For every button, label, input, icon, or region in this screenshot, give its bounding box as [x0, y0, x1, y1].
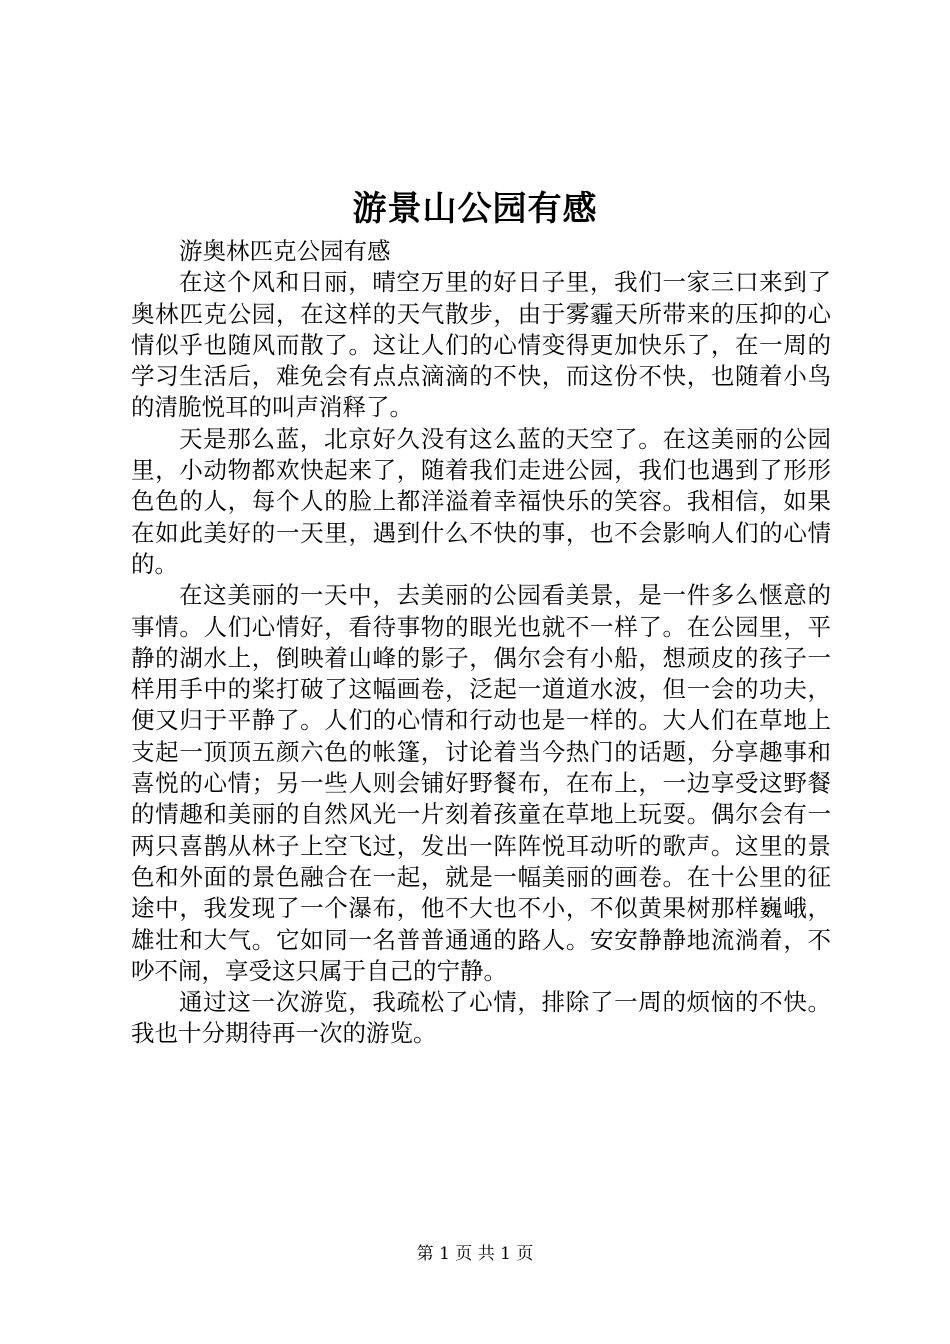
document-subtitle: 游奥林匹克公园有感: [179, 237, 391, 265]
page-title: 游景山公园有感: [352, 189, 598, 229]
paragraph-1: 在这个风和日丽，晴空万里的好日子里，我们一家三口来到了奥林匹克公园，在这样的天气散步，由于雾霾天所带来的压抑的心情似乎也随风而散了。这让人们的心情变得更加快乐了，在一周的学习生活后，难免会有点点滴滴的不快，而这份不快，也随着小鸟的清脆悦耳的叫声消释了。: [131, 268, 831, 422]
page-number-footer: 第 1 页 共 1 页: [416, 1244, 534, 1264]
document-body: [131, 236, 831, 1050]
paragraph-4: 通过这一次游览，我疏松了心情，排除了一周的烦恼的不快。我也十分期待再一次的游览。: [131, 988, 831, 1048]
paragraph-3: 在这美丽的一天中，去美丽的公园看美景，是一件多么惬意的事情。人们心情好，看待事物的眼光也就不一样了。在公园里，平静的湖水上，倒映着山峰的影子，偶尔会有小船，想顽皮的孩子一样用手中的桨打破了这幅画卷，泛起一道道水波，但一会的功夫，便又归于平静了。人们的心情和行动也是一样的。大人们在草地上支起一顶顶五颜六色的帐篷，讨论着当今热门的话题，分享趣事和喜悦的心情；另一些人则会铺好野餐布，在布上，一边享受这野餐的情趣和美丽的自然风光一片刻着孩童在草地上玩耍。偶尔会有一两只喜鹊从林子上空飞过，发出一阵阵悦耳动听的歌声。这里的景色和外面的景色融合在一起，就是一幅美丽的画卷。在十公里的征途中，我发现了一个瀑布，他不大也不小，不似黄果树那样巍峨，雄壮和大气。它如同一名普普通通的路人。安安静静地流淌着，不吵不闹，享受这只属于自己的宁静。: [131, 581, 831, 985]
paragraph-2: 天是那么蓝，北京好久没有这么蓝的天空了。在这美丽的公园里，小动物都欢快起来了，随着我们走进公园，我们也遇到了形形色色的人，每个人的脸上都洋溢着幸福快乐的笑容。我相信，如果在如此美好的一天里，遇到什么不快的事，也不会影响人们的心情的。: [131, 424, 831, 578]
